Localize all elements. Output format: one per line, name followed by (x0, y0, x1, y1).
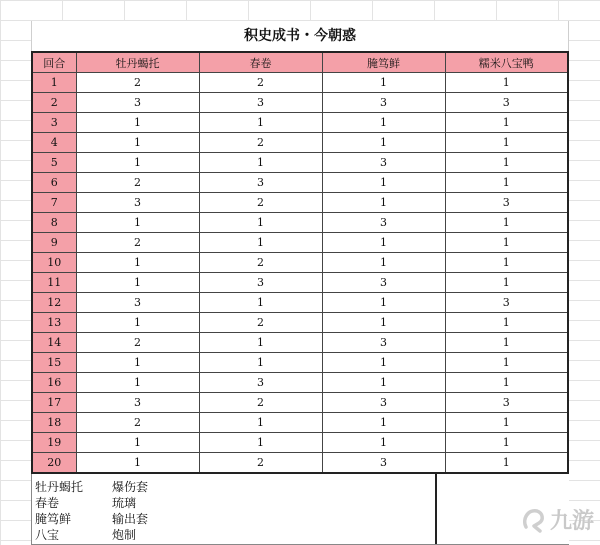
value-cell[interactable]: 1 (76, 353, 199, 373)
legend-row (35, 479, 440, 495)
header-dish-2[interactable]: 春卷 (199, 52, 322, 73)
value-cell[interactable]: 1 (445, 273, 568, 293)
value-cell[interactable]: 1 (322, 293, 445, 313)
legend-effect: 琉璃 (112, 496, 137, 510)
legend-dish: 腌笃鲜 (35, 512, 72, 526)
value-cell[interactable]: 1 (322, 373, 445, 393)
value-cell[interactable]: 2 (76, 73, 199, 93)
header-round[interactable]: 回合 (32, 52, 76, 73)
round-cell[interactable]: 13 (32, 313, 76, 333)
value-cell[interactable]: 1 (445, 353, 568, 373)
value-cell[interactable]: 1 (445, 413, 568, 433)
value-cell[interactable]: 1 (445, 213, 568, 233)
value-cell[interactable]: 1 (322, 353, 445, 373)
header-row (32, 52, 568, 73)
value-cell[interactable]: 1 (199, 153, 322, 173)
value-cell[interactable]: 1 (76, 433, 199, 453)
table-row (32, 333, 568, 353)
value-cell[interactable]: 1 (445, 333, 568, 353)
value-cell[interactable]: 1 (322, 113, 445, 133)
table-row (32, 313, 568, 333)
value-cell[interactable]: 1 (199, 113, 322, 133)
value-cell[interactable]: 2 (199, 453, 322, 474)
table-row (32, 373, 568, 393)
table-row (32, 453, 568, 474)
value-cell[interactable]: 1 (445, 433, 568, 453)
value-cell[interactable]: 2 (76, 413, 199, 433)
value-cell[interactable]: 3 (199, 273, 322, 293)
value-cell[interactable]: 3 (322, 93, 445, 113)
value-cell[interactable]: 1 (322, 73, 445, 93)
round-cell[interactable]: 4 (32, 133, 76, 153)
value-cell[interactable]: 1 (199, 433, 322, 453)
round-cell[interactable]: 5 (32, 153, 76, 173)
table-row (32, 413, 568, 433)
legend-row (35, 527, 440, 543)
value-cell[interactable]: 1 (322, 173, 445, 193)
round-cell[interactable]: 19 (32, 433, 76, 453)
table-row (32, 293, 568, 313)
value-cell[interactable]: 2 (199, 133, 322, 153)
round-cell[interactable]: 14 (32, 333, 76, 353)
table-row (32, 433, 568, 453)
value-cell[interactable]: 1 (322, 253, 445, 273)
header-dish-3[interactable]: 腌笃鲜 (322, 52, 445, 73)
value-cell[interactable]: 1 (199, 233, 322, 253)
value-cell[interactable]: 3 (199, 93, 322, 113)
value-cell[interactable]: 1 (445, 153, 568, 173)
value-cell[interactable]: 1 (322, 193, 445, 213)
value-cell[interactable]: 1 (322, 413, 445, 433)
legend-dish: 牡丹蝎托 (35, 480, 84, 494)
value-cell[interactable]: 1 (76, 113, 199, 133)
table-row (32, 73, 568, 93)
value-cell[interactable]: 1 (199, 353, 322, 373)
value-cell[interactable]: 3 (445, 193, 568, 213)
value-cell[interactable]: 3 (445, 93, 568, 113)
table-row (32, 113, 568, 133)
watermark (518, 504, 594, 535)
rounds-table (31, 51, 569, 474)
table-row (32, 173, 568, 193)
legend-area (31, 474, 569, 545)
spreadsheet (31, 21, 569, 545)
value-cell[interactable]: 3 (322, 333, 445, 353)
value-cell[interactable]: 3 (322, 453, 445, 474)
table-row (32, 213, 568, 233)
value-cell[interactable]: 1 (445, 253, 568, 273)
round-cell[interactable]: 17 (32, 393, 76, 413)
header-dish-1[interactable]: 牡丹蝎托 (76, 52, 199, 73)
value-cell[interactable]: 1 (445, 113, 568, 133)
round-cell[interactable]: 3 (32, 113, 76, 133)
jiuyou-logo-icon (518, 505, 548, 535)
round-cell[interactable]: 7 (32, 193, 76, 213)
round-cell[interactable]: 8 (32, 213, 76, 233)
legend-row (35, 495, 440, 511)
watermark-text: 九游 (549, 509, 594, 534)
legend-dish: 八宝 (35, 528, 60, 542)
round-cell[interactable]: 20 (32, 453, 76, 474)
round-cell[interactable]: 15 (32, 353, 76, 373)
round-cell[interactable]: 6 (32, 173, 76, 193)
table-row (32, 193, 568, 213)
value-cell[interactable]: 3 (322, 393, 445, 413)
value-cell[interactable]: 2 (199, 393, 322, 413)
sheet-title: 积史成书・今朝惑 (31, 21, 569, 51)
value-cell[interactable]: 1 (322, 433, 445, 453)
legend-list (32, 474, 440, 544)
round-cell[interactable]: 11 (32, 273, 76, 293)
value-cell[interactable]: 1 (445, 173, 568, 193)
value-cell[interactable]: 2 (76, 333, 199, 353)
value-cell[interactable]: 1 (76, 213, 199, 233)
value-cell[interactable]: 2 (76, 233, 199, 253)
value-cell[interactable]: 3 (322, 213, 445, 233)
value-cell[interactable]: 3 (76, 93, 199, 113)
value-cell[interactable]: 1 (76, 253, 199, 273)
round-cell[interactable]: 9 (32, 233, 76, 253)
value-cell[interactable]: 1 (445, 133, 568, 153)
value-cell[interactable]: 3 (322, 153, 445, 173)
value-cell[interactable]: 1 (322, 133, 445, 153)
value-cell[interactable]: 2 (199, 73, 322, 93)
value-cell[interactable]: 2 (199, 313, 322, 333)
table-row (32, 133, 568, 153)
value-cell[interactable]: 3 (199, 373, 322, 393)
value-cell[interactable]: 1 (445, 233, 568, 253)
value-cell[interactable]: 1 (445, 453, 568, 474)
value-cell[interactable]: 1 (76, 313, 199, 333)
value-cell[interactable]: 1 (199, 413, 322, 433)
legend-effect: 输出套 (112, 512, 149, 526)
value-cell[interactable]: 1 (76, 133, 199, 153)
value-cell[interactable]: 3 (445, 393, 568, 413)
round-cell[interactable]: 12 (32, 293, 76, 313)
value-cell[interactable]: 1 (445, 373, 568, 393)
table-row (32, 233, 568, 253)
value-cell[interactable]: 1 (322, 233, 445, 253)
value-cell[interactable]: 2 (199, 253, 322, 273)
value-cell[interactable]: 3 (322, 273, 445, 293)
table-body (32, 73, 568, 474)
value-cell[interactable]: 1 (76, 373, 199, 393)
legend-effect: 爆伤套 (112, 480, 149, 494)
round-cell[interactable]: 2 (32, 93, 76, 113)
value-cell[interactable]: 1 (445, 73, 568, 93)
legend-row (35, 511, 440, 527)
table-row (32, 353, 568, 373)
legend-effect: 炮制 (112, 528, 137, 542)
value-cell[interactable]: 1 (76, 453, 199, 474)
header-dish-4[interactable]: 糯米八宝鸭 (445, 52, 568, 73)
value-cell[interactable]: 3 (445, 293, 568, 313)
value-cell[interactable]: 1 (199, 333, 322, 353)
table-row (32, 253, 568, 273)
legend-dish: 春卷 (35, 496, 60, 510)
value-cell[interactable]: 3 (76, 293, 199, 313)
table-row (32, 93, 568, 113)
round-cell[interactable]: 16 (32, 373, 76, 393)
table-row (32, 153, 568, 173)
value-cell[interactable]: 1 (199, 213, 322, 233)
round-cell[interactable]: 18 (32, 413, 76, 433)
table-row (32, 273, 568, 293)
value-cell[interactable]: 2 (199, 193, 322, 213)
value-cell[interactable]: 1 (199, 293, 322, 313)
value-cell[interactable]: 3 (199, 173, 322, 193)
round-cell[interactable]: 10 (32, 253, 76, 273)
round-cell[interactable]: 1 (32, 73, 76, 93)
value-cell[interactable]: 1 (322, 313, 445, 333)
table-row (32, 393, 568, 413)
value-cell[interactable]: 1 (76, 273, 199, 293)
value-cell[interactable]: 3 (76, 393, 199, 413)
value-cell[interactable]: 3 (76, 193, 199, 213)
value-cell[interactable]: 1 (445, 313, 568, 333)
value-cell[interactable]: 1 (76, 153, 199, 173)
value-cell[interactable]: 2 (76, 173, 199, 193)
